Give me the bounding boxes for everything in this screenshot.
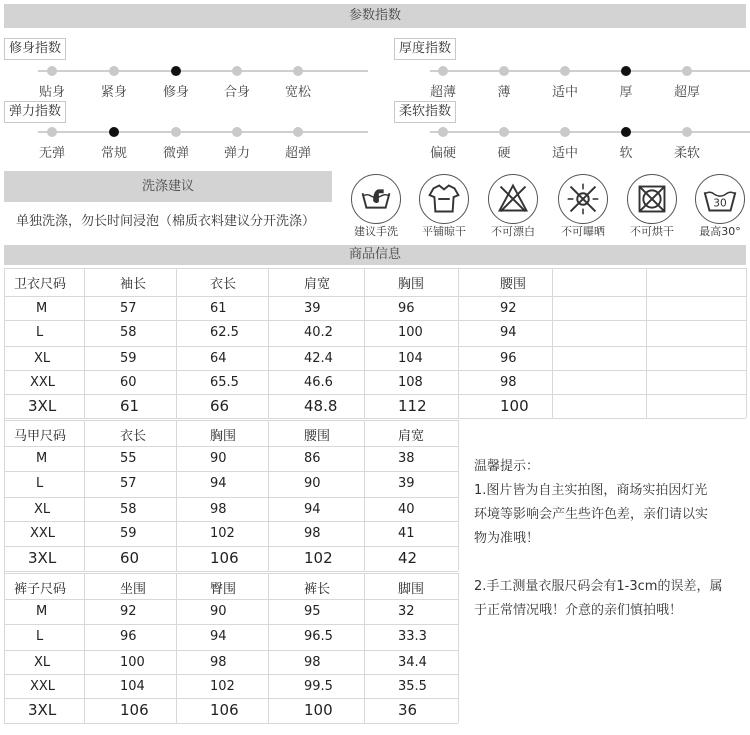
table-header-cell: 腰围	[304, 429, 331, 444]
table-header-cell: 胸围	[398, 277, 425, 292]
scale-dot	[109, 66, 119, 76]
scale-option-label: 软	[619, 146, 633, 161]
note-1-line-3: 物为准哦！	[474, 531, 540, 546]
table-cell: 36	[398, 701, 418, 719]
table-cell: 55	[120, 451, 137, 466]
wash-text: 单独洗涤，勿长时间浸泡（棉质衣料建议分开洗涤）	[16, 214, 316, 229]
grid-line	[176, 420, 177, 571]
params-title-bar	[4, 4, 746, 28]
note-1-line-1: 1.图片皆为自主实拍图，商场实拍因灯光	[474, 483, 708, 498]
table-cell: 61	[120, 397, 140, 415]
table-cell: 34.4	[398, 655, 427, 670]
scale-dot	[293, 127, 303, 137]
table-cell: 59	[120, 351, 137, 366]
table-cell: 102	[210, 679, 235, 694]
note-2-line-2: 于正常情况哦！介意的亲们慎拍哦！	[474, 603, 683, 618]
grid-line	[4, 418, 746, 419]
table-cell: 41	[398, 526, 415, 541]
grid-line	[458, 268, 459, 418]
grid-line	[4, 521, 458, 522]
table-cell: L	[36, 325, 44, 340]
note-1-line-2: 环境等影响会产生些许色差，亲们请以实	[474, 507, 709, 522]
wash-icon-label: 不可曝晒	[561, 225, 605, 238]
scale-name-0: 修身指数	[4, 38, 66, 60]
table-cell: 64	[210, 351, 227, 366]
scale-dot	[232, 127, 242, 137]
scale-dot-selected	[621, 127, 631, 137]
scale-name-3: 柔软指数	[394, 101, 456, 123]
grid-line	[176, 268, 177, 418]
scale-dot-selected	[621, 66, 631, 76]
table-cell: 3XL	[28, 701, 57, 719]
table-cell: 32	[398, 604, 415, 619]
wash-30-icon	[695, 174, 745, 224]
grid-line	[646, 268, 647, 418]
table-cell: 96	[120, 629, 137, 644]
table-header-cell: 马甲尺码	[14, 429, 67, 444]
scale-name-1: 厚度指数	[394, 38, 456, 60]
hand-wash-icon	[351, 174, 401, 224]
scale-dot	[499, 127, 509, 137]
table-cell: 98	[210, 655, 227, 670]
table-header-cell: 肩宽	[398, 429, 425, 444]
notes-heading: 温馨提示：	[474, 459, 540, 474]
table-cell: 58	[120, 325, 137, 340]
scale-option-label: 厚	[619, 85, 633, 100]
table-cell: 98	[210, 502, 227, 517]
grid-line	[364, 573, 365, 723]
table-cell: 98	[304, 526, 321, 541]
table-cell: 100	[500, 397, 529, 415]
grid-line	[4, 446, 458, 447]
scale-option-label: 宽松	[284, 85, 311, 100]
product-title-bar	[4, 245, 746, 265]
grid-line	[268, 420, 269, 571]
table-cell: 98	[500, 375, 517, 390]
table-header-cell: 臀围	[210, 582, 237, 597]
grid-line	[4, 723, 458, 724]
table-cell: 59	[120, 526, 137, 541]
grid-line	[4, 346, 746, 347]
no-sun-dry-icon	[558, 174, 608, 224]
grid-line	[458, 573, 459, 723]
table-cell: 60	[120, 375, 137, 390]
wash-icon-label: 不可烘干	[630, 225, 674, 238]
grid-line	[84, 268, 85, 418]
grid-line	[4, 296, 746, 297]
table-cell: 90	[304, 476, 321, 491]
scale-name-2: 弹力指数	[4, 101, 66, 123]
table-cell: 106	[210, 549, 239, 567]
grid-line	[364, 268, 365, 418]
table-header-cell: 衣长	[120, 429, 147, 444]
scale-option-label: 无弹	[38, 146, 65, 161]
table-cell: 96	[500, 351, 517, 366]
table-cell: 94	[304, 502, 321, 517]
grid-line	[4, 546, 458, 547]
grid-line	[4, 394, 746, 395]
table-header-cell: 裤子尺码	[14, 582, 67, 597]
scale-dot	[438, 127, 448, 137]
table-cell: 104	[120, 679, 145, 694]
grid-line	[4, 320, 746, 321]
product-title: 商品信息	[348, 247, 401, 262]
table-cell: 42	[398, 549, 418, 567]
scale-dot	[438, 66, 448, 76]
table-cell: 40.2	[304, 325, 333, 340]
table-cell: 33.3	[398, 629, 427, 644]
grid-line	[4, 599, 458, 600]
grid-line	[4, 698, 458, 699]
wash-icon-label: 最高30°	[699, 225, 741, 238]
table-header-cell: 裤长	[304, 582, 331, 597]
table-cell: 39	[304, 301, 321, 316]
grid-line	[746, 268, 747, 418]
grid-line	[4, 370, 746, 371]
table-cell: 60	[120, 549, 140, 567]
scale-dot	[232, 66, 242, 76]
notes	[474, 455, 746, 623]
table-cell: 35.5	[398, 679, 427, 694]
table-cell: 57	[120, 301, 137, 316]
grid-line	[4, 674, 458, 675]
scale-option-label: 常规	[100, 146, 127, 161]
no-bleach-icon	[488, 174, 538, 224]
table-cell: 96	[398, 301, 415, 316]
grid-line	[552, 268, 553, 418]
table-cell: 3XL	[28, 397, 57, 415]
table-cell: 40	[398, 502, 415, 517]
scale-option-label: 超薄	[429, 85, 456, 100]
scale-option-label: 适中	[551, 85, 578, 100]
grid-line	[4, 420, 458, 421]
grid-line	[364, 420, 365, 571]
table-header-cell: 肩宽	[304, 277, 331, 292]
scale-option-label: 硬	[497, 146, 511, 161]
scale-dot	[682, 127, 692, 137]
scale-dot	[560, 127, 570, 137]
scale-dot	[47, 127, 57, 137]
table-cell: 46.6	[304, 375, 333, 390]
table-cell: 94	[210, 629, 227, 644]
scale-line-1	[430, 70, 750, 72]
scale-option-label: 适中	[551, 146, 578, 161]
table-cell: M	[36, 604, 48, 619]
grid-line	[4, 497, 458, 498]
table-cell: XXL	[30, 679, 56, 694]
scale-dot	[560, 66, 570, 76]
table-cell: 104	[398, 351, 423, 366]
table-cell: 102	[304, 549, 333, 567]
table-cell: 94	[500, 325, 517, 340]
table-header-cell: 衣长	[210, 277, 237, 292]
table-cell: XL	[34, 655, 51, 670]
scale-dot	[499, 66, 509, 76]
scale-option-label: 弹力	[223, 146, 250, 161]
table-cell: 62.5	[210, 325, 239, 340]
table-cell: XL	[34, 351, 51, 366]
table-header-cell: 腰围	[500, 277, 527, 292]
table-cell: XXL	[30, 526, 56, 541]
table-cell: 95	[304, 604, 321, 619]
table-cell: 108	[398, 375, 423, 390]
flat-dry-icon	[419, 174, 469, 224]
table-cell: L	[36, 629, 44, 644]
scale-option-label: 修身	[162, 85, 189, 100]
scale-option-label: 贴身	[38, 85, 65, 100]
wash-icon-label: 平铺晾干	[422, 225, 466, 238]
table-cell: XXL	[30, 375, 56, 390]
wash-temp-text: 30	[713, 197, 727, 210]
table-header-cell: 袖长	[120, 277, 147, 292]
table-cell: XL	[34, 502, 51, 517]
scale-option-label: 超弹	[284, 146, 311, 161]
grid-line	[4, 268, 5, 723]
grid-line	[176, 573, 177, 723]
table-cell: 58	[120, 502, 137, 517]
grid-line	[268, 268, 269, 418]
grid-line	[4, 268, 746, 269]
table-header-cell: 坐围	[120, 582, 147, 597]
params-title: 参数指数	[348, 8, 401, 23]
scale-option-label: 紧身	[100, 85, 127, 100]
grid-line	[4, 624, 458, 625]
table-cell: M	[36, 451, 48, 466]
wash-icon-label: 不可漂白	[491, 225, 535, 238]
table-cell: 38	[398, 451, 415, 466]
wash-icon-label: 建议手洗	[354, 225, 398, 238]
grid-line	[84, 420, 85, 571]
scale-option-label: 微弹	[162, 146, 189, 161]
table-header-cell: 卫衣尺码	[14, 277, 67, 292]
table-cell: 96.5	[304, 629, 333, 644]
scale-line-3	[430, 131, 750, 133]
table-cell: 66	[210, 397, 230, 415]
table-cell: 61	[210, 301, 227, 316]
wash-title-bar	[4, 171, 332, 202]
scale-option-label: 偏硬	[429, 146, 456, 161]
grid-line	[84, 573, 85, 723]
wash-title: 洗涤建议	[141, 179, 194, 194]
table-cell: 100	[120, 655, 145, 670]
table-cell: 94	[210, 476, 227, 491]
note-2-line-1: 2.手工测量衣服尺码会有1-3cm的误差，属	[474, 579, 723, 594]
scale-option-label: 合身	[223, 85, 250, 100]
table-cell: 100	[398, 325, 423, 340]
table-cell: 92	[500, 301, 517, 316]
scale-dot-selected	[171, 66, 181, 76]
table-cell: L	[36, 476, 44, 491]
table-cell: 90	[210, 451, 227, 466]
scale-dot-selected	[109, 127, 119, 137]
table-cell: 48.8	[304, 397, 338, 415]
table-cell: 98	[304, 655, 321, 670]
table-cell: 65.5	[210, 375, 239, 390]
table-cell: 100	[304, 701, 333, 719]
scale-dot	[171, 127, 181, 137]
notes-spacer	[474, 551, 746, 575]
table-header-cell: 脚围	[398, 582, 425, 597]
scale-dot	[293, 66, 303, 76]
table-header-cell: 胸围	[210, 429, 237, 444]
table-cell: 3XL	[28, 549, 57, 567]
scale-dot	[682, 66, 692, 76]
table-cell: 86	[304, 451, 321, 466]
scale-option-label: 超厚	[673, 85, 700, 100]
scale-dot	[47, 66, 57, 76]
grid-line	[4, 471, 458, 472]
grid-line	[458, 420, 459, 571]
grid-line	[268, 573, 269, 723]
table-cell: 57	[120, 476, 137, 491]
scale-option-label: 柔软	[673, 146, 700, 161]
scale-line-2	[38, 131, 368, 133]
scale-line-0	[38, 70, 368, 72]
table-cell: 106	[120, 701, 149, 719]
table-cell: 92	[120, 604, 137, 619]
grid-line	[4, 571, 458, 572]
grid-line	[4, 573, 458, 574]
table-cell: 106	[210, 701, 239, 719]
table-cell: 112	[398, 397, 427, 415]
scale-option-label: 薄	[497, 85, 511, 100]
table-cell: 102	[210, 526, 235, 541]
table-cell: 90	[210, 604, 227, 619]
table-cell: 99.5	[304, 679, 333, 694]
table-cell: 39	[398, 476, 415, 491]
grid-line	[4, 650, 458, 651]
table-cell: 42.4	[304, 351, 333, 366]
table-cell: M	[36, 301, 48, 316]
no-tumble-dry-icon	[627, 174, 677, 224]
